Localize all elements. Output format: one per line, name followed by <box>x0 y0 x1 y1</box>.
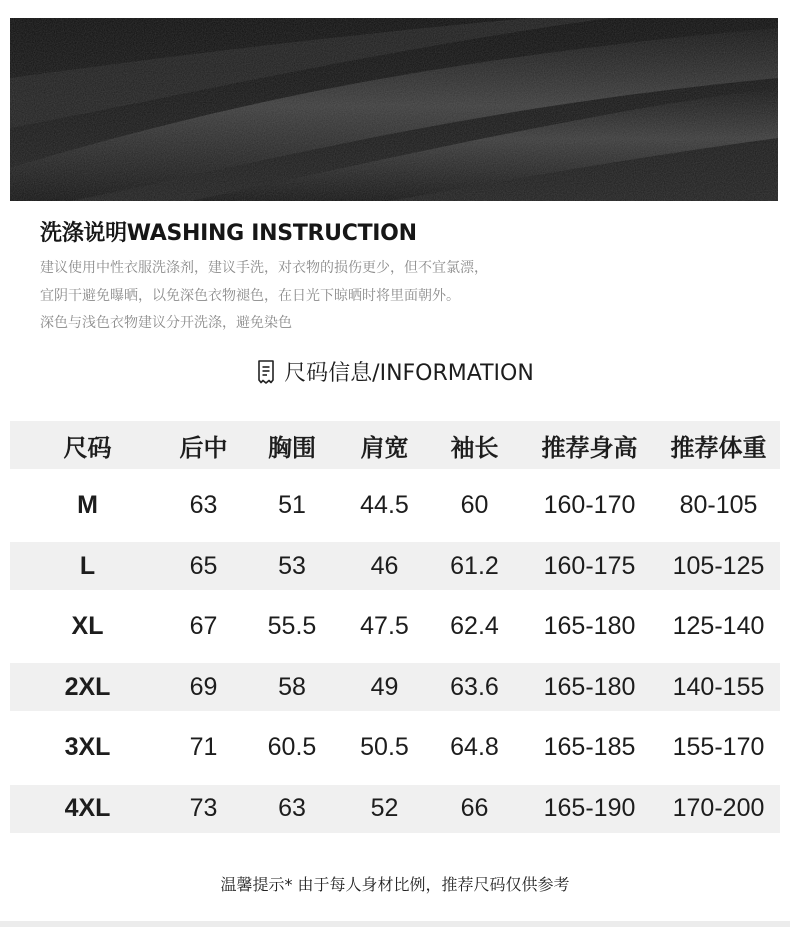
table-cell: 63 <box>278 794 306 823</box>
table-row <box>10 663 780 711</box>
table-cell: 50.5 <box>360 733 409 762</box>
header-weight: 推荐体重 <box>670 433 767 462</box>
table-row <box>10 603 780 651</box>
table-cell: 61.2 <box>450 551 499 580</box>
table-cell: 63.6 <box>450 672 499 701</box>
header-sleeve: 袖长 <box>450 433 499 462</box>
table-cell: 160-175 <box>543 551 636 580</box>
washing-line-3: 深色与浅色衣物建议分开洗涤，避免染色 <box>40 315 292 331</box>
table-cell: 51 <box>278 491 306 520</box>
table-cell: 64.8 <box>450 733 499 762</box>
washing-line-2: 宜阴干避免曝晒，以免深色衣物褪色，在日光下晾晒时将里面朝外。 <box>40 288 460 304</box>
table-cell: 60.5 <box>267 733 317 762</box>
size-table <box>10 421 780 833</box>
washing-line-1: 建议使用中性衣服洗涤剂，建议手洗，对衣物的损伤更少，但不宜氯漂， <box>40 260 488 276</box>
size-cell: 4XL <box>64 794 111 823</box>
header-size: 尺码 <box>63 433 112 462</box>
size-cell: 2XL <box>64 672 111 701</box>
table-cell: 140-155 <box>672 672 765 701</box>
bottom-divider <box>0 921 790 927</box>
table-cell: 69 <box>189 672 218 701</box>
table-cell: 62.4 <box>450 612 499 641</box>
table-cell: 165-180 <box>543 672 636 701</box>
table-cell: 46 <box>370 551 399 580</box>
table-cell: 73 <box>189 794 218 823</box>
header-height: 推荐身高 <box>541 433 638 462</box>
size-cell: M <box>77 491 98 520</box>
header-chest: 胸围 <box>268 433 316 462</box>
table-cell: 55.5 <box>267 612 317 641</box>
table-cell: 65 <box>189 551 218 580</box>
information-title: 尺码信息/INFORMATION <box>284 361 534 386</box>
table-cell: 155-170 <box>672 733 765 762</box>
table-row <box>10 724 780 772</box>
table-cell: 44.5 <box>360 491 409 520</box>
table-cell: 165-185 <box>543 733 636 762</box>
size-cell: L <box>79 551 96 580</box>
table-cell: 52 <box>370 794 399 823</box>
table-cell: 170-200 <box>672 794 765 823</box>
table-cell: 125-140 <box>672 612 765 641</box>
table-cell: 63 <box>189 491 218 520</box>
table-cell: 165-180 <box>543 612 636 641</box>
table-cell: 165-190 <box>543 794 636 823</box>
size-cell: 3XL <box>64 733 111 762</box>
table-cell: 80-105 <box>679 491 758 520</box>
table-cell: 60 <box>460 491 489 520</box>
table-cell: 66 <box>460 794 489 823</box>
table-cell: 58 <box>278 672 306 701</box>
washing-title: 洗涤说明WASHING INSTRUCTION <box>40 221 417 246</box>
table-header-row <box>10 421 780 469</box>
document-icon <box>256 359 276 385</box>
table-cell: 105-125 <box>672 551 765 580</box>
table-row <box>10 482 780 530</box>
size-tip: 温馨提示* 由于每人身材比例，推荐尺码仅供参考 <box>220 875 570 894</box>
table-cell: 53 <box>278 551 306 580</box>
information-heading <box>0 356 790 389</box>
table-row <box>10 542 780 590</box>
size-cell: XL <box>71 612 104 641</box>
table-cell: 47.5 <box>360 612 409 641</box>
table-cell: 49 <box>370 672 399 701</box>
header-shoulder: 肩宽 <box>360 433 409 462</box>
table-cell: 71 <box>189 733 218 762</box>
table-cell: 67 <box>189 612 218 641</box>
fabric-photo <box>10 18 778 201</box>
table-cell: 160-170 <box>543 491 636 520</box>
header-back-length: 后中 <box>179 433 228 462</box>
table-row <box>10 785 780 833</box>
